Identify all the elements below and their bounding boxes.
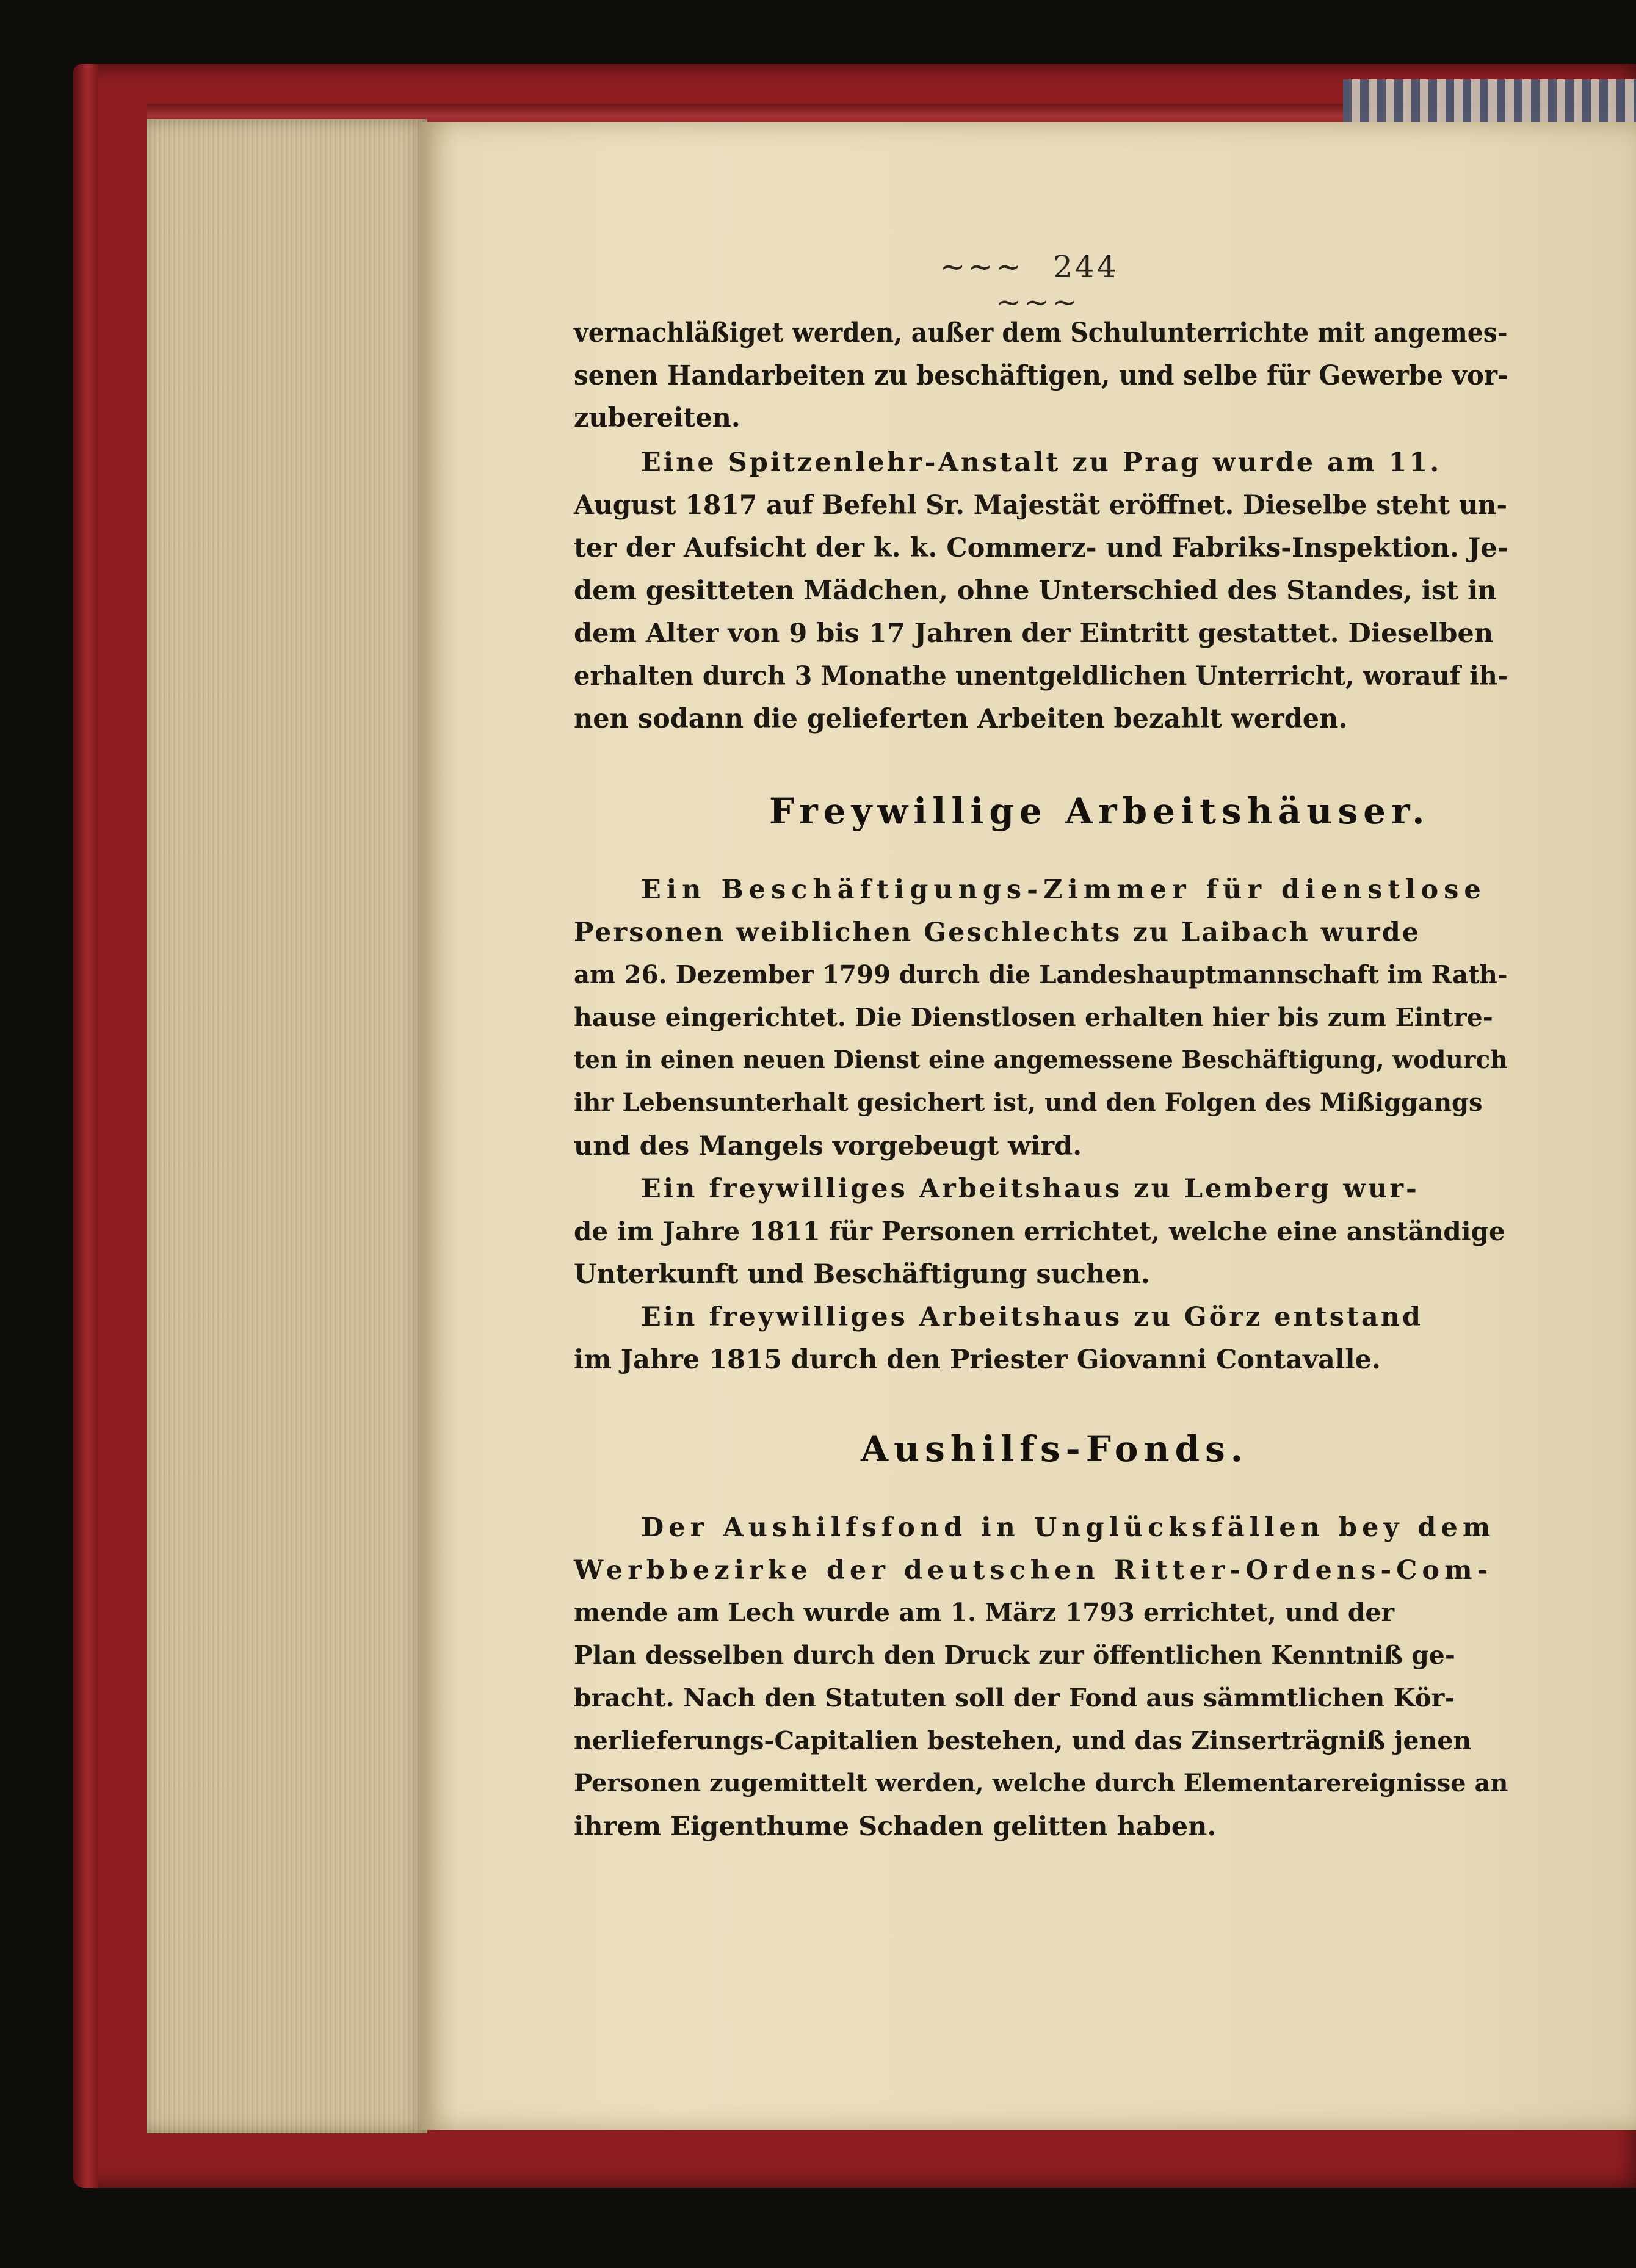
- text-line: ihrem Eigenthume Schaden gelitten haben.: [574, 1811, 1217, 1842]
- page-number-ornament-left: ~~~: [939, 249, 1024, 284]
- text-line: zubereiten.: [574, 403, 740, 433]
- text-line: Plan desselben durch den Druck zur öffentlichen Kenntniß ge-: [574, 1641, 1455, 1670]
- text-line: nerlieferungs-Capitalien bestehen, und das Zinserträgniß jenen: [574, 1726, 1472, 1755]
- text-line: nen sodann die gelieferten Arbeiten bezahlt werden.: [574, 704, 1348, 734]
- page-block-edge: [147, 119, 427, 2133]
- text-line: im Jahre 1815 durch den Priester Giovanni Contavalle.: [574, 1345, 1381, 1375]
- text-line: Personen weiblichen Geschlechts zu Laibach wurde: [574, 917, 1421, 948]
- text-line: Ein Beschäftigungs-Zimmer für dienstlose: [641, 875, 1486, 905]
- text-line: Ein freywilliges Arbeitshaus zu Görz entstand: [641, 1302, 1424, 1332]
- text-line: am 26. Dezember 1799 durch die Landeshauptmannschaft im Rath-: [574, 960, 1508, 989]
- text-line: dem Alter von 9 bis 17 Jahren der Eintritt gestattet. Dieselben: [574, 618, 1494, 649]
- text-line: senen Handarbeiten zu beschäftigen, und selbe für Gewerbe vor-: [574, 360, 1508, 391]
- page-number: [928, 249, 1148, 320]
- text-line: ter der Aufsicht der k. k. Commerz- und Fabriks-Inspektion. Je-: [574, 533, 1508, 563]
- page-number-ornament-right: ~~~: [996, 284, 1080, 320]
- text-line: August 1817 auf Befehl Sr. Majestät eröffnet. Dieselbe steht un-: [574, 490, 1508, 521]
- text-line: hause eingerichtet. Die Dienstlosen erhalten hier bis zum Eintre-: [574, 1003, 1493, 1032]
- text-line: erhalten durch 3 Monathe unentgeldlichen Unterricht, worauf ih-: [574, 661, 1508, 692]
- text-line: und des Mangels vorgebeugt wird.: [574, 1131, 1082, 1161]
- section-heading: Freywillige Arbeitshäuser.: [769, 790, 1430, 832]
- text-line: vernachläßiget werden, außer dem Schulunterrichte mit angemes-: [574, 317, 1508, 349]
- page-number-value: 244: [1053, 249, 1119, 284]
- text-line: mende am Lech wurde am 1. März 1793 errichtet, und der: [574, 1598, 1395, 1627]
- text-line: bracht. Nach den Statuten soll der Fond aus sämmtlichen Kör-: [574, 1683, 1455, 1713]
- section-heading: Aushilfs-Fonds.: [861, 1428, 1248, 1470]
- text-line: de im Jahre 1811 für Personen errichtet, welche eine anständige: [574, 1216, 1505, 1246]
- book-spine-edge: [73, 64, 98, 2188]
- text-line: Der Aushilfsfond in Unglücksfällen bey dem: [641, 1512, 1496, 1543]
- text-line: Eine Spitzenlehr-Anstalt zu Prag wurde am 11.: [641, 447, 1442, 478]
- text-line: Unterkunft und Beschäftigung suchen.: [574, 1259, 1150, 1290]
- text-line: Ein freywilliges Arbeitshaus zu Lemberg wur-: [641, 1174, 1419, 1204]
- text-line: ihr Lebensunterhalt gesichert ist, und den Folgen des Mißiggangs: [574, 1088, 1483, 1117]
- text-line: ten in einen neuen Dienst eine angemessene Beschäftigung, wodurch: [574, 1046, 1508, 1074]
- bookmark-ribbon: [1343, 79, 1636, 122]
- text-line: Personen zugemittelt werden, welche durch Elementarereignisse an: [574, 1769, 1508, 1797]
- text-line: dem gesitteten Mädchen, ohne Unterschied des Standes, ist in: [574, 576, 1497, 606]
- text-line: Werbbezirke der deutschen Ritter-Ordens-Com-: [574, 1555, 1493, 1586]
